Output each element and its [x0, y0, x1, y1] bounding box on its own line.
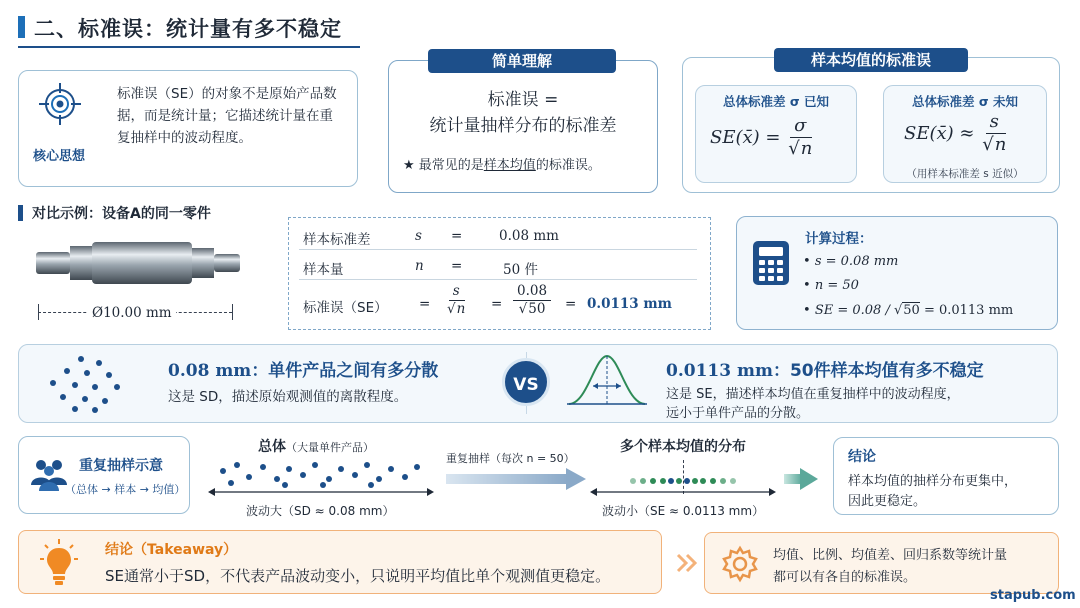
row-label: 样本标准差	[303, 232, 371, 248]
se-title: ：50件样本均值有多不稳定	[772, 361, 984, 381]
dimension-left-tick	[38, 304, 39, 320]
calculation-card	[736, 216, 1058, 330]
vs-badge: VS	[502, 358, 550, 406]
row-equals: =	[451, 228, 463, 244]
se-lhs-known: SE(x̄) =	[710, 127, 781, 149]
sigma-unknown-box	[883, 85, 1047, 183]
se-description-2: 远小于单件产品的分散。	[666, 406, 810, 421]
se-mean-tag: 样本均值的标准误	[774, 48, 968, 72]
sigma-unknown-title: 总体标准差 σ 未知	[912, 94, 1018, 109]
users-icon	[29, 457, 69, 491]
bell-curve-icon	[565, 350, 649, 414]
conclusion-text-1: 样本均值的抽样分布更集中，	[848, 474, 1018, 489]
note-prefix: ★ 最常见的是	[403, 158, 484, 173]
sigma-unknown-formula	[904, 112, 1008, 155]
row-equals: =	[451, 258, 463, 274]
header-accent-bar	[18, 16, 25, 38]
se-label: 标准误（SE）	[303, 300, 388, 316]
distribution-caption: 波动小（SE ≈ 0.0113 mm）	[602, 504, 765, 518]
page-title: 二、标准误：统计量有多不稳定	[34, 17, 342, 41]
resample-label: 重复抽样（每次 n = 50）	[446, 452, 575, 465]
se-frac-unknown	[980, 112, 1008, 155]
dimension-label: Ø10.00 mm	[88, 305, 176, 321]
sd-headline	[168, 356, 438, 381]
example-table	[288, 217, 711, 330]
sigma-known-box	[695, 85, 857, 183]
simple-understanding-card	[388, 60, 658, 193]
se-equals-1: =	[419, 296, 431, 312]
takeaway-card	[18, 530, 662, 594]
distribution-range-arrow	[590, 486, 776, 498]
core-idea-label: 核心思想	[33, 149, 86, 164]
table-row	[299, 254, 697, 280]
se-fraction-numeric: $\frac{0.08}{√50}$	[513, 284, 551, 317]
conclusion-card	[833, 437, 1059, 515]
conclusion-title: 结论	[848, 449, 876, 465]
note-suffix: 的标准误。	[535, 158, 601, 173]
se-frac-known	[786, 116, 814, 159]
calculation-item: • s = 0.08 mm	[803, 254, 899, 269]
population-caption: 波动大（SD ≈ 0.08 mm）	[246, 504, 395, 518]
population-title-text: 总体	[258, 439, 286, 455]
simple-understanding-tag: 简单理解	[428, 49, 616, 73]
lightbulb-icon	[39, 539, 79, 587]
table-row	[299, 224, 697, 250]
simple-understanding-text2: 统计量抽样分布的标准差	[429, 116, 617, 136]
se-equals-3: =	[565, 296, 577, 312]
se-description-1: 这是 SE，描述样本均值在重复抽样中的波动程度，	[666, 387, 960, 402]
frac-num: σ	[790, 116, 810, 138]
row-symbol: n	[415, 258, 424, 274]
other-statistics-text-2: 都可以有各自的标准误。	[773, 570, 917, 585]
conclusion-text-2: 因此更稳定。	[848, 494, 927, 509]
other-statistics-text-1: 均值、比例、均值差、回归系数等统计量	[773, 548, 1008, 563]
header-underline	[18, 46, 360, 48]
sd-title: ：单件产品之间有多分散	[251, 361, 439, 381]
se-headline	[666, 356, 984, 381]
distribution-title: 多个样本均值的分布	[620, 439, 746, 455]
takeaway-text: SE通常小于SD，不代表产品波动变小，只说明平均值比单个观测值更稳定。	[105, 567, 611, 585]
sigma-known-title: 总体标准差 σ 已知	[723, 94, 829, 109]
core-idea-card	[18, 70, 358, 187]
row-value: 50 件	[503, 262, 538, 278]
frac-den: √n	[982, 133, 1007, 155]
core-idea-text: 标准误（SE）的对象不是原始产品数据，而是统计量；它描述统计量在重复抽样中的波动程度。	[117, 86, 337, 146]
example-accent-bar	[18, 205, 23, 221]
frac-num: s	[986, 112, 1003, 134]
frac-den: √n	[788, 137, 813, 159]
calculation-item: • SE = 0.08 / √50 = 0.0113 mm	[803, 303, 1014, 318]
scatter-dots-icon	[46, 354, 126, 412]
sd-description: 这是 SD，描述原始观测值的离散程度。	[168, 389, 408, 405]
se-result: 0.0113 mm	[587, 296, 672, 312]
calculation-item: • n = 50	[803, 278, 859, 293]
example-title: 对比示例：设备A的同一零件	[32, 206, 211, 222]
population-range-arrow	[208, 486, 434, 498]
sampling-sub: （总体 → 样本 → 均值）	[65, 483, 186, 496]
note-underlined: 样本均值	[483, 158, 536, 173]
sampling-card	[18, 436, 190, 514]
se-lhs-unknown: SE(x̄) ≈	[904, 123, 975, 145]
calculator-icon	[751, 239, 791, 287]
other-statistics-card	[704, 532, 1059, 594]
dimension-right-tick	[232, 304, 233, 320]
row-value: 0.08 mm	[499, 228, 559, 244]
watermark: stapub.com	[990, 588, 1076, 603]
takeaway-title: 结论（Takeaway）	[105, 542, 238, 558]
se-fraction-symbolic: $\frac{s}{√n}$	[447, 283, 466, 317]
target-icon	[37, 81, 83, 127]
se-value: 0.0113 mm	[666, 361, 773, 381]
population-title	[258, 436, 374, 456]
double-chevron-icon	[676, 552, 698, 574]
conclusion-arrow	[784, 468, 818, 490]
resample-arrow	[446, 468, 586, 490]
calculation-title: 计算过程：	[805, 231, 873, 247]
sigma-unknown-note: （用样本标准差 s 近似）	[906, 168, 1024, 180]
shaft-part-image	[34, 232, 244, 294]
sigma-known-formula	[710, 116, 814, 159]
se-equals-2: =	[491, 296, 503, 312]
row-label: 样本量	[303, 262, 344, 278]
sampling-label: 重复抽样示意	[79, 458, 163, 474]
simple-understanding-note	[403, 154, 601, 173]
gear-icon	[721, 545, 759, 583]
population-sub: （大量单件产品）	[286, 441, 374, 454]
table-row-se	[299, 284, 697, 328]
simple-understanding-text1: 标准误 =	[487, 90, 559, 110]
sd-value: 0.08 mm	[168, 361, 252, 381]
row-symbol: s	[415, 228, 422, 244]
